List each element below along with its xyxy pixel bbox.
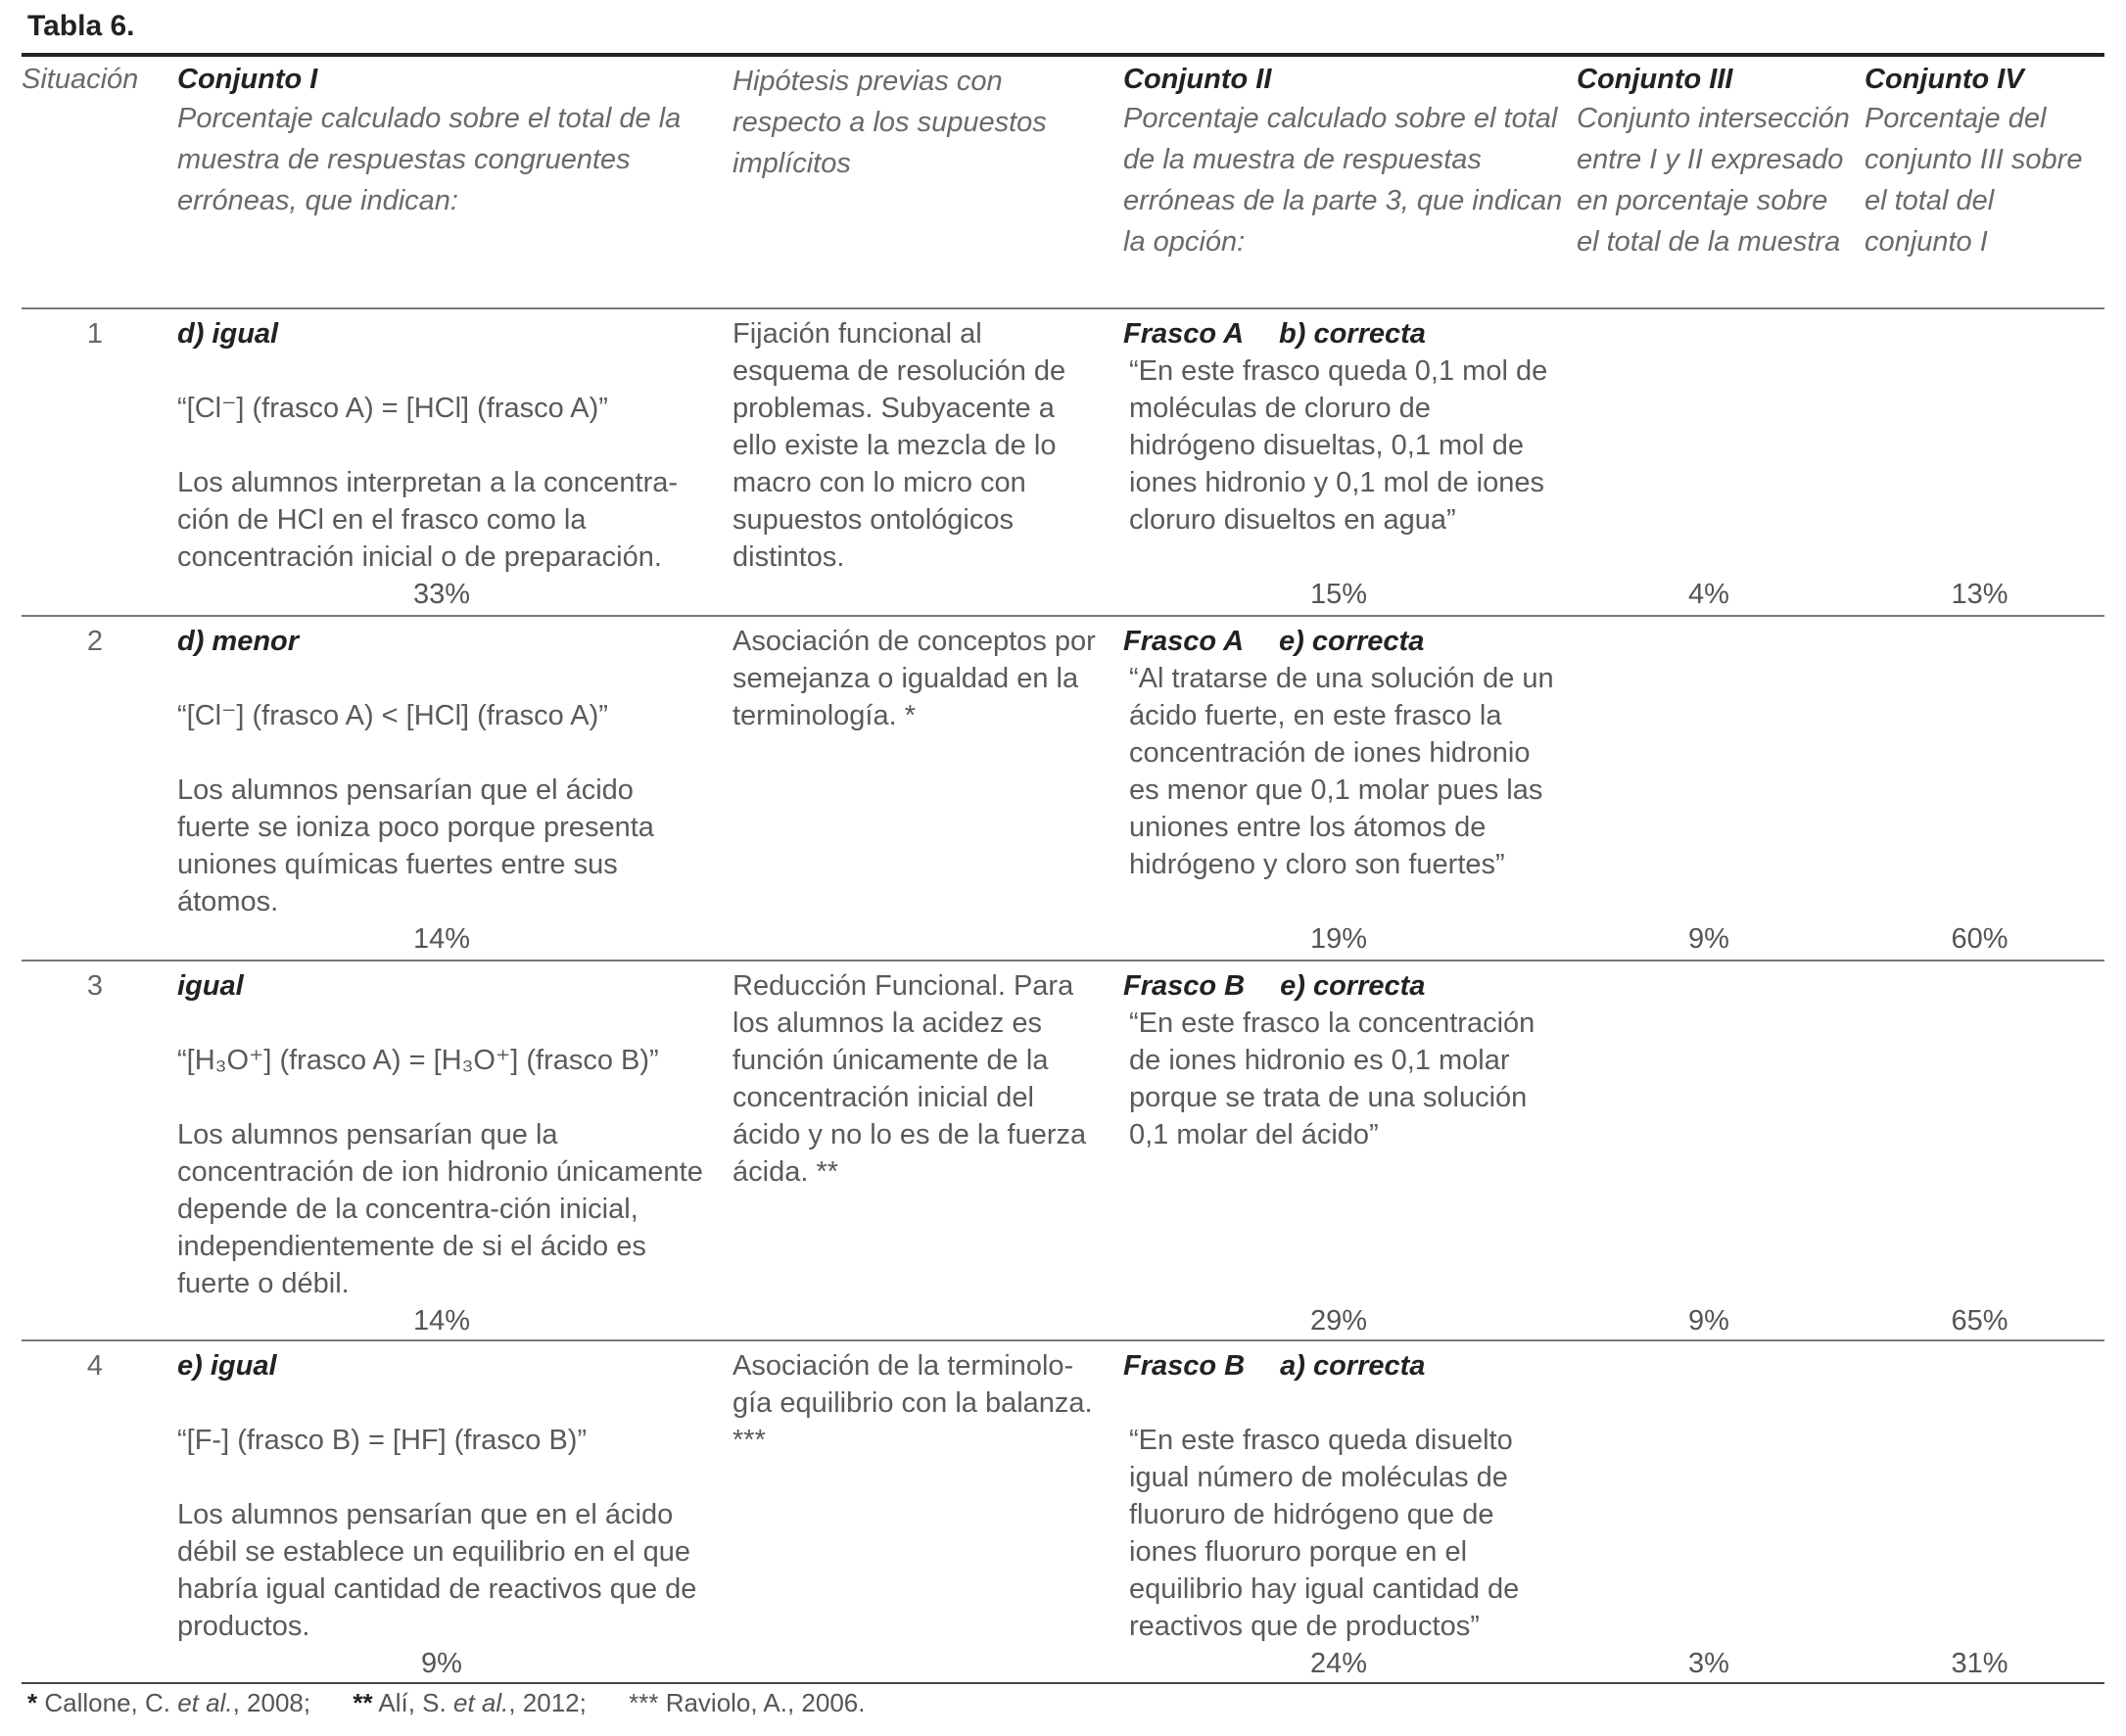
option-label: e) correcta — [1279, 626, 1425, 657]
quote: “En este frasco la concentración de iones hidronio es 0,1 molar porque se trata de una solución 0,1 molar del ácido” — [1129, 1008, 1535, 1150]
footnote-2: ** Alí, S. et al., 2012; — [353, 1688, 587, 1717]
bottom-rule — [22, 1682, 2104, 1684]
footnote-3: *** Raviolo, A., 2006. — [629, 1688, 866, 1717]
row-rule — [22, 960, 2104, 962]
footnotes — [27, 1688, 901, 1718]
explanation: Los alumnos pensarían que en el ácido débil se establece un equilibrio en el que habría igual cantidad de reactivos que de productos. — [177, 1499, 697, 1642]
conjunto-1-cell — [177, 315, 711, 576]
option-label: b) correcta — [1279, 318, 1426, 350]
header-conjunto-3 — [1577, 61, 1856, 262]
conjunto-2-percentage: 15% — [1309, 579, 1368, 610]
row-rule — [22, 1339, 2104, 1341]
header-conjunto-2-desc: Porcentaje calculado sobre el total de la muestra de respuestas erróneas de la parte 3, que indican la opción: — [1123, 103, 1563, 258]
header-conjunto-4-desc: Porcentaje del conjunto III sobre el total del conjunto I — [1865, 103, 2083, 258]
option-label: e) correcta — [1280, 970, 1426, 1002]
hypothesis: Reducción Funcional. Para los alumnos la acidez es función únicamente de la concentración inicial del ácido y no lo es de la fuerza ácida. ** — [732, 970, 1087, 1188]
conjunto-2-cell — [1123, 315, 1564, 539]
explanation: Los alumnos pensarían que la concentración de ion hidronio únicamente depende de la concentra-ción inicial, independientemente de si el ácido es fuerte o débil. — [177, 1119, 703, 1299]
row-number: 2 — [86, 626, 104, 657]
row-number: 4 — [86, 1350, 104, 1382]
explanation: Los alumnos pensarían que el ácido fuerte se ioniza poco porque presenta uniones químicas fuertes entre sus átomos. — [177, 774, 654, 917]
table-title: Tabla 6. — [27, 10, 135, 42]
frasco-label: Frasco B — [1123, 970, 1246, 1002]
conjunto-1-percentage: 33% — [412, 579, 471, 610]
conjunto-2-percentage: 24% — [1309, 1648, 1368, 1679]
formula: “[F-] (frasco B) = [HF] (frasco B)” — [177, 1425, 588, 1456]
header-conjunto-3-desc: Conjunto intersección entre I y II expresado en porcentaje sobre el total de la muestra — [1577, 103, 1850, 258]
conjunto-2-cell — [1123, 1347, 1564, 1645]
conjunto-3-percentage: 9% — [1688, 1305, 1729, 1337]
conjunto-4-percentage: 65% — [1951, 1305, 2008, 1337]
formula: “[Cl⁻] (frasco A) < [HCl] (frasco A)” — [177, 700, 608, 731]
quote: “En este frasco queda 0,1 mol de moléculas de cloruro de hidrógeno disueltas, 0,1 mol de iones hidronio y 0,1 mol de iones cloruro disueltos en agua” — [1129, 355, 1548, 536]
conjunto-4-percentage: 31% — [1951, 1648, 2008, 1679]
conjunto-2-cell — [1123, 967, 1564, 1153]
header-conjunto-4-title: Conjunto IV — [1865, 64, 2024, 95]
hypothesis: Asociación de la terminolo-gía equilibrio con la balanza. *** — [732, 1350, 1093, 1456]
hypothesis: Fijación funcional al esquema de resolución de problemas. Subyacente a ello existe la mezcla de lo macro con lo micro con supuestos ontológicos distintos. — [732, 318, 1066, 573]
conjunto-1-percentage: 14% — [412, 1305, 471, 1337]
conjunto-3-percentage: 4% — [1688, 579, 1729, 610]
conjunto-2-percentage: 19% — [1309, 923, 1368, 955]
conjunto-1-percentage: 14% — [412, 923, 471, 955]
row-rule — [22, 615, 2104, 617]
row-number: 1 — [86, 318, 104, 350]
answer-label: d) menor — [177, 626, 300, 657]
top-rule — [22, 53, 2104, 57]
conjunto-4-percentage: 60% — [1951, 923, 2008, 955]
option-label: a) correcta — [1280, 1350, 1426, 1382]
conjunto-3-percentage: 3% — [1688, 1648, 1729, 1679]
frasco-label: Frasco A — [1123, 626, 1245, 657]
answer-label: igual — [177, 970, 244, 1002]
row-number: 3 — [86, 970, 104, 1002]
header-situacion: Situación — [22, 64, 139, 95]
frasco-label: Frasco B — [1123, 1350, 1246, 1382]
header-conjunto-3-title: Conjunto III — [1577, 64, 1733, 95]
explanation: Los alumnos interpretan a la concentra-ción de HCl en el frasco como la concentración inicial o de preparación. — [177, 467, 679, 573]
answer-label: e) igual — [177, 1350, 277, 1382]
conjunto-1-cell — [177, 1347, 711, 1645]
hypothesis: Asociación de conceptos por semejanza o igualdad en la terminología. * — [732, 626, 1096, 731]
conjunto-4-percentage: 13% — [1951, 579, 2008, 610]
formula: “[Cl⁻] (frasco A) = [HCl] (frasco A)” — [177, 393, 608, 424]
header-rule — [22, 307, 2104, 309]
header-hipotesis: Hipótesis previas con respecto a los supuestos implícitos — [732, 66, 1047, 179]
quote: “Al tratarse de una solución de un ácido fuerte, en este frasco la concentración de iones hidronio es menor que 0,1 molar pues las uniones entre los átomos de hidrógeno y cloro son fuertes” — [1129, 663, 1554, 880]
header-conjunto-4 — [1865, 61, 2104, 262]
conjunto-3-percentage: 9% — [1688, 923, 1729, 955]
frasco-label: Frasco A — [1123, 318, 1245, 350]
header-conjunto-2-title: Conjunto II — [1123, 64, 1272, 95]
quote: “En este frasco queda disuelto igual número de moléculas de fluoruro de hidrógeno que de iones fluoruro porque en el equilibrio hay igual cantidad de reactivos que de productos” — [1129, 1425, 1520, 1642]
conjunto-1-percentage: 9% — [421, 1648, 462, 1679]
conjunto-2-percentage: 29% — [1309, 1305, 1368, 1337]
footnote-1: * Callone, C. et al., 2008; — [27, 1688, 311, 1717]
header-conjunto-1-desc: Porcentaje calculado sobre el total de la muestra de respuestas congruentes erróneas, que indican: — [177, 103, 682, 216]
formula: “[H₃O⁺] (frasco A) = [H₃O⁺] (frasco B)” — [177, 1045, 659, 1076]
conjunto-2-cell — [1123, 623, 1564, 883]
conjunto-1-cell — [177, 967, 711, 1302]
header-conjunto-1-title: Conjunto I — [177, 64, 318, 95]
conjunto-1-cell — [177, 623, 711, 920]
header-conjunto-1 — [177, 61, 706, 221]
answer-label: d) igual — [177, 318, 279, 350]
header-conjunto-2 — [1123, 61, 1564, 262]
